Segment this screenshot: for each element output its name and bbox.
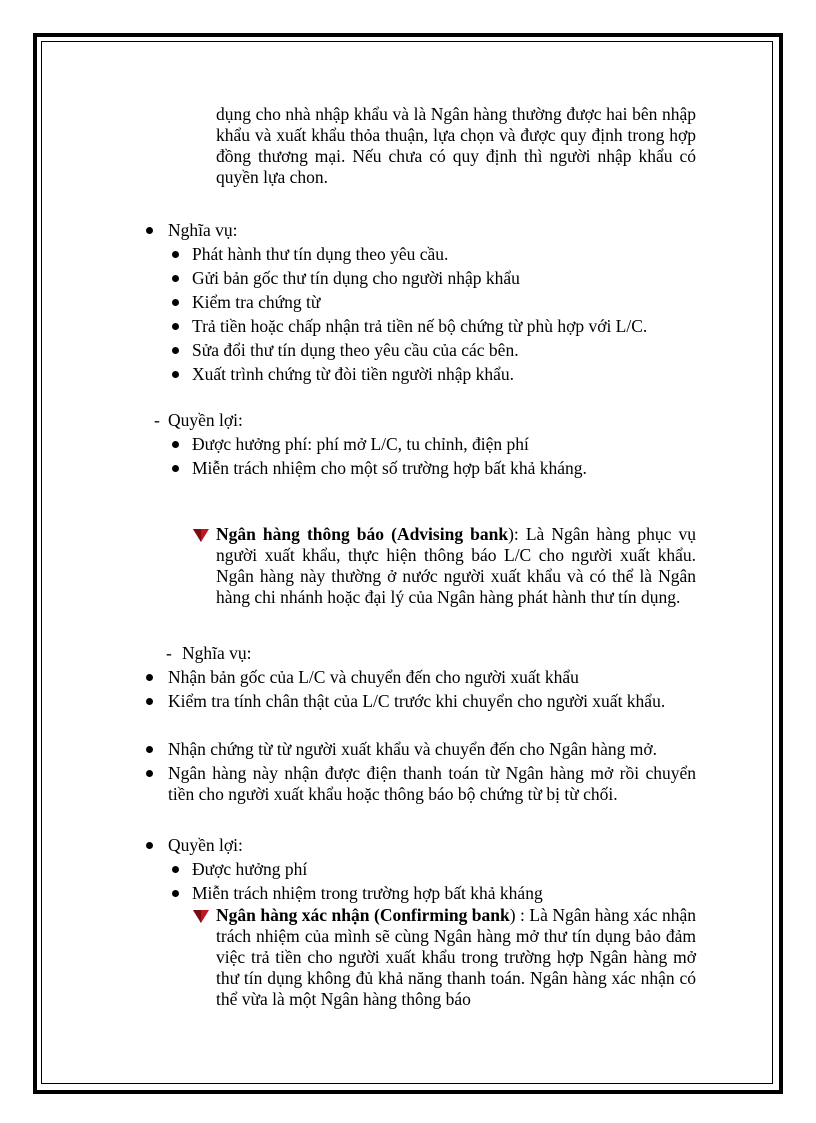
bullet	[172, 347, 179, 354]
list-item: Miễn trách nhiệm trong trường hợp bất khả kháng	[192, 883, 543, 903]
advising-bank-name: Ngân hàng thông báo (	[216, 524, 397, 544]
list-item: Được hưởng phí	[192, 859, 308, 879]
advising-obligations-heading: Nghĩa vụ:	[182, 643, 252, 663]
list-item: Kiểm tra chứng từ	[192, 292, 321, 312]
bullet	[146, 770, 153, 777]
list-item: Kiểm tra tính chân thật của L/C trước khi chuyển cho người xuất khẩu.	[168, 691, 666, 711]
confirming-bank-description: ) : Là Ngân hàng xác nhận trách nhiệm của mình sẽ cùng Ngân hàng mở thư tín dụng bảo đảm việc trả tiền cho người xuất khẩu trong trường hợp Ngân hàng mở thư tín dụng không đủ khả năng thanh toán. Ngân hàng xác nhận có thể vừa là một Ngân hàng thông báo	[216, 905, 697, 1009]
dash-marker: -	[154, 410, 160, 430]
dash-marker: -	[166, 643, 172, 663]
intro-paragraph: dụng cho nhà nhập khẩu và là Ngân hàng thường được hai bên nhập khẩu và xuất khẩu thỏa thuận, lựa chọn và được quy định trong hợp đồng thương mại. Nếu chưa có quy định thì người nhập khẩu có quyền lựa chon.	[216, 104, 696, 187]
bullet	[172, 890, 179, 897]
bullet	[146, 674, 153, 681]
confirming-bank-name: Ngân hàng xác nhận (	[216, 905, 380, 925]
confirming-bank-term: Confirming bank	[379, 905, 510, 925]
list-item: Sửa đổi thư tín dụng theo yêu cầu của các bên.	[192, 340, 519, 360]
bullet	[146, 842, 153, 849]
bullet	[172, 251, 179, 258]
list-item: Miễn trách nhiệm cho một số trường hợp bất khả kháng.	[192, 458, 587, 478]
list-item: Xuất trình chứng từ đòi tiền người nhập khẩu.	[192, 364, 515, 384]
list-item: Nhận chứng từ từ người xuất khẩu và chuyển đến cho Ngân hàng mở.	[168, 739, 657, 759]
list-item: Nhận bản gốc của L/C và chuyển đến cho người xuất khẩu	[168, 667, 579, 687]
bullet	[146, 227, 153, 234]
list-item: Gửi bản gốc thư tín dụng cho người nhập khẩu	[192, 268, 520, 288]
issuing-rights-heading: Quyền lợi:	[168, 410, 243, 430]
advising-rights-heading: Quyền lợi:	[168, 835, 243, 855]
list-item: Trả tiền hoặc chấp nhận trả tiền nế bộ chứng từ phù hợp với L/C.	[192, 316, 648, 336]
list-item: Được hưởng phí: phí mở L/C, tu chỉnh, điện phí	[192, 434, 529, 454]
bullet	[172, 866, 179, 873]
bullet	[172, 441, 179, 448]
arrow-bullet-icon	[192, 527, 210, 543]
arrow-bullet-icon	[192, 908, 210, 924]
issuing-obligations-heading: Nghĩa vụ:	[168, 220, 238, 240]
bullet	[172, 275, 179, 282]
bullet	[172, 299, 179, 306]
advising-bank-paragraph	[216, 524, 696, 608]
bullet	[146, 698, 153, 705]
bullet	[146, 746, 153, 753]
advising-bank-description: ): Là Ngân hàng phục vụ người xuất khẩu, thực hiện thông báo L/C cho người xuất khẩu. Ngân hàng này thường ở nước người xuất khẩu và có thể là Ngân hàng chi nhánh hoặc đại lý của Ngân hàng phát hành thư tín dụng.	[216, 524, 696, 607]
bullet	[172, 323, 179, 330]
list-item: Ngân hàng này nhận được điện thanh toán từ Ngân hàng mở rồi chuyển tiền cho người xuất khẩu hoặc thông báo bộ chứng từ bị từ chối.	[168, 763, 696, 804]
list-item: Phát hành thư tín dụng theo yêu cầu.	[192, 244, 449, 264]
advising-bank-term: Advising bank	[396, 524, 509, 544]
bullet	[172, 465, 179, 472]
confirming-bank-paragraph	[216, 905, 696, 1010]
bullet	[172, 371, 179, 378]
